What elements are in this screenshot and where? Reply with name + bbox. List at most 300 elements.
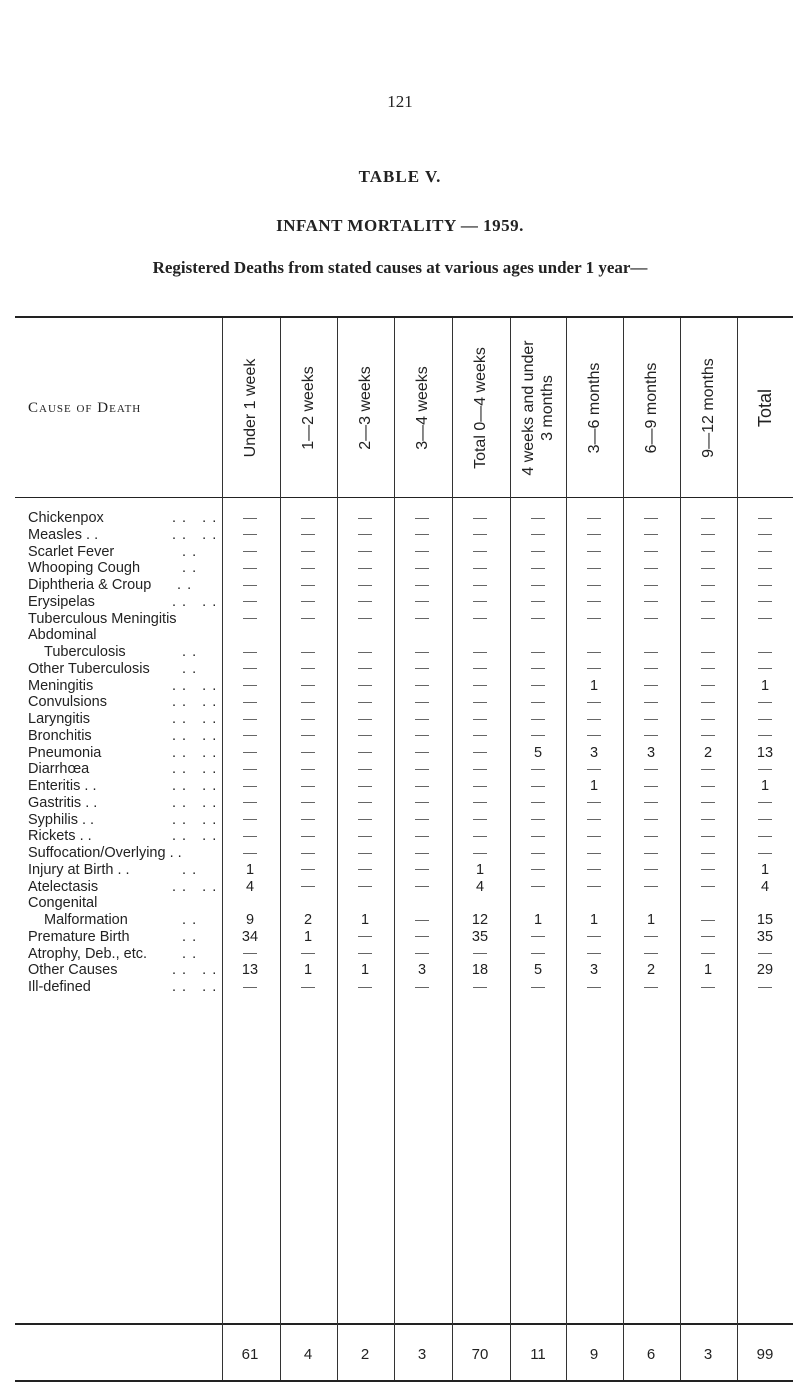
table-cell	[452, 845, 508, 861]
table-cell: 5	[533, 962, 543, 979]
table-cell	[623, 795, 679, 811]
table-cell	[222, 527, 278, 543]
table-cell	[452, 594, 508, 610]
table-cell	[452, 510, 508, 526]
column-header	[413, 323, 433, 493]
table-cell	[280, 879, 336, 895]
table-cell	[280, 979, 336, 995]
table-cell: 4	[760, 878, 770, 895]
table-cell: 1	[475, 861, 485, 878]
table-cell	[222, 778, 278, 794]
column-header-text: 2—3 weeks	[356, 366, 374, 450]
cause-label: Atelectasis	[28, 878, 99, 895]
empty-dash	[301, 819, 315, 820]
table-cell	[510, 795, 566, 811]
total-cell: 11	[530, 1346, 546, 1363]
table-cell	[280, 510, 336, 526]
table-cell: 1	[760, 778, 770, 794]
table-cell	[280, 812, 336, 828]
empty-dash	[701, 953, 715, 954]
table-cell: 1	[303, 962, 313, 979]
table-cell	[623, 544, 679, 560]
table-cell	[566, 544, 622, 560]
table-cell	[394, 795, 450, 811]
empty-dash	[243, 987, 257, 988]
cause-label: Suffocation/Overlying . .	[28, 845, 182, 861]
empty-dash	[243, 953, 257, 954]
empty-dash	[243, 719, 257, 720]
empty-dash	[758, 769, 772, 770]
leader-dots: . .	[172, 861, 198, 878]
table-cell	[510, 812, 566, 828]
empty-dash	[358, 802, 372, 803]
table-cell	[337, 527, 393, 543]
empty-dash	[644, 719, 658, 720]
empty-dash	[531, 685, 545, 686]
table-cell	[280, 862, 336, 878]
table-cell: 1	[360, 912, 370, 928]
table-row	[0, 611, 800, 627]
table-cell	[452, 812, 508, 828]
empty-dash	[644, 936, 658, 937]
empty-dash	[531, 936, 545, 937]
empty-dash	[243, 601, 257, 602]
table-cell	[510, 560, 566, 576]
empty-dash	[701, 618, 715, 619]
table-cell	[680, 828, 736, 844]
cause-label: Meningitis	[28, 677, 94, 694]
table-cell	[452, 577, 508, 593]
table-cell	[680, 544, 736, 560]
table-label: TABLE V.	[358, 167, 442, 186]
table-cell	[566, 711, 622, 727]
empty-dash	[531, 702, 545, 703]
empty-dash	[531, 869, 545, 870]
table-cell: 2	[303, 912, 313, 928]
table-cell	[394, 694, 450, 710]
column-header	[585, 323, 605, 493]
empty-dash	[415, 819, 429, 820]
empty-dash	[301, 601, 315, 602]
cause-label: Diarrhœa	[28, 761, 90, 778]
leader-dots: . . . .	[172, 744, 218, 761]
table-cell	[452, 544, 508, 560]
table-cell: 1	[703, 962, 713, 979]
table-cell: 1	[303, 928, 313, 945]
leader-dots: . .	[172, 928, 198, 945]
empty-dash	[758, 518, 772, 519]
column-header-text: 1—2 weeks	[299, 366, 317, 450]
leader-dots: . . . .	[172, 526, 218, 543]
empty-dash	[701, 551, 715, 552]
page-number: 121	[387, 92, 413, 111]
cause-label: Measles . .	[28, 526, 99, 543]
table-cell	[510, 828, 566, 844]
table-cell	[337, 761, 393, 777]
empty-dash	[473, 551, 487, 552]
leader-dots: . .	[172, 660, 198, 677]
table-cell	[280, 711, 336, 727]
table-cell	[452, 711, 508, 727]
empty-dash	[473, 618, 487, 619]
empty-dash	[701, 601, 715, 602]
table-cell	[280, 745, 336, 761]
table-cell: 34	[241, 928, 259, 945]
table-cell	[337, 778, 393, 794]
empty-dash	[587, 719, 601, 720]
empty-dash	[644, 702, 658, 703]
leader-dots: . . . .	[172, 694, 218, 711]
empty-dash	[358, 518, 372, 519]
table-row	[0, 728, 800, 744]
column-header-text: 3—6 months	[585, 362, 603, 454]
table-row	[0, 929, 800, 945]
table-cell	[737, 979, 793, 995]
column-header	[699, 323, 719, 493]
empty-dash	[531, 819, 545, 820]
table-cell	[623, 644, 679, 660]
empty-dash	[473, 987, 487, 988]
table-cell	[623, 611, 679, 627]
table-cell	[394, 862, 450, 878]
table-cell	[337, 577, 393, 593]
empty-dash	[531, 802, 545, 803]
table-cell	[452, 745, 508, 761]
table-cell	[680, 795, 736, 811]
table-cell: 5	[533, 744, 543, 761]
column-header	[241, 323, 261, 493]
table-cell	[337, 728, 393, 744]
empty-dash	[701, 836, 715, 837]
table-cell	[737, 594, 793, 610]
empty-dash	[301, 518, 315, 519]
empty-dash	[301, 769, 315, 770]
table-cell: 1	[533, 912, 543, 928]
table-cell	[737, 795, 793, 811]
table-row	[0, 627, 800, 643]
empty-dash	[701, 585, 715, 586]
empty-dash	[531, 853, 545, 854]
table-cell	[680, 946, 736, 962]
leader-dots: . .	[172, 912, 198, 928]
table-cell	[337, 879, 393, 895]
table-cell	[452, 795, 508, 811]
table-row	[0, 795, 800, 811]
column-header-text: Total	[754, 388, 775, 428]
table-cell	[337, 929, 393, 945]
empty-dash	[644, 869, 658, 870]
empty-dash	[301, 668, 315, 669]
empty-dash	[358, 685, 372, 686]
leader-dots: . .	[172, 644, 198, 660]
table-cell	[680, 577, 736, 593]
empty-dash	[301, 987, 315, 988]
header-bottom-rule	[15, 497, 793, 498]
empty-dash	[473, 568, 487, 569]
empty-dash	[644, 585, 658, 586]
empty-dash	[644, 652, 658, 653]
empty-dash	[301, 869, 315, 870]
table-cell	[280, 560, 336, 576]
empty-dash	[473, 752, 487, 753]
table-cell	[394, 761, 450, 777]
column-header-text: 4 weeks and under	[519, 340, 537, 476]
table-cell	[566, 812, 622, 828]
cause-of-death-heading: Cause of Death	[28, 400, 142, 416]
empty-dash	[587, 702, 601, 703]
table-cell	[337, 812, 393, 828]
leader-dots: . .	[172, 945, 198, 962]
table-cell	[222, 560, 278, 576]
empty-dash	[301, 786, 315, 787]
empty-dash	[758, 853, 772, 854]
table-cell	[394, 678, 450, 694]
table-row	[0, 678, 800, 694]
table-cell	[566, 560, 622, 576]
table-cell	[623, 661, 679, 677]
empty-dash	[644, 618, 658, 619]
empty-dash	[415, 719, 429, 720]
cause-label: Scarlet Fever	[28, 543, 115, 560]
table-cell	[623, 862, 679, 878]
table-cell	[394, 594, 450, 610]
empty-dash	[415, 786, 429, 787]
column-header	[756, 323, 776, 493]
empty-dash	[644, 735, 658, 736]
cause-label: Injury at Birth . .	[28, 861, 130, 878]
empty-dash	[301, 652, 315, 653]
table-cell	[623, 761, 679, 777]
empty-dash	[587, 836, 601, 837]
empty-dash	[531, 786, 545, 787]
empty-dash	[701, 652, 715, 653]
table-cell	[394, 711, 450, 727]
table-row	[0, 510, 800, 526]
empty-dash	[758, 652, 772, 653]
cause-label: Chickenpox	[28, 510, 104, 526]
table-cell: 3	[417, 962, 427, 979]
empty-dash	[701, 920, 715, 921]
table-cell	[280, 527, 336, 543]
table-cell	[394, 745, 450, 761]
empty-dash	[301, 534, 315, 535]
table-cell	[394, 560, 450, 576]
empty-dash	[358, 819, 372, 820]
empty-dash	[758, 987, 772, 988]
table-cell	[623, 711, 679, 727]
table-cell: 1	[646, 912, 656, 928]
table-cell: 1	[589, 677, 599, 694]
column-header-text: 3—4 weeks	[413, 366, 431, 450]
empty-dash	[358, 953, 372, 954]
cause-label: Rickets . .	[28, 828, 92, 845]
table-cell	[737, 644, 793, 660]
table-cell: 1	[589, 912, 599, 928]
table-cell	[452, 678, 508, 694]
table-cell	[394, 661, 450, 677]
empty-dash	[473, 786, 487, 787]
table-cell	[452, 828, 508, 844]
table-cell	[680, 611, 736, 627]
empty-dash	[243, 668, 257, 669]
column-header-text: Total 0—4 weeks	[471, 347, 489, 469]
table-row	[0, 594, 800, 610]
empty-dash	[701, 886, 715, 887]
empty-dash	[531, 987, 545, 988]
table-row	[0, 946, 800, 962]
empty-dash	[473, 585, 487, 586]
table-cell	[337, 678, 393, 694]
table-subtitle: Registered Deaths from stated causes at various ages under 1 year—	[152, 258, 648, 277]
table-row	[0, 711, 800, 727]
cause-label: Abdominal	[28, 627, 97, 644]
empty-dash	[531, 769, 545, 770]
table-cell	[566, 862, 622, 878]
empty-dash	[644, 836, 658, 837]
cause-label: Enteritis . .	[28, 778, 97, 794]
empty-dash	[644, 568, 658, 569]
empty-dash	[587, 869, 601, 870]
empty-dash	[758, 601, 772, 602]
empty-dash	[301, 886, 315, 887]
table-cell	[222, 761, 278, 777]
table-cell	[737, 828, 793, 844]
table-cell	[623, 979, 679, 995]
table-cell	[222, 694, 278, 710]
leader-dots: . . . .	[172, 811, 218, 828]
empty-dash	[415, 735, 429, 736]
empty-dash	[473, 819, 487, 820]
table-cell	[337, 711, 393, 727]
empty-dash	[531, 735, 545, 736]
empty-dash	[358, 769, 372, 770]
cause-label: Laryngitis	[28, 711, 91, 727]
empty-dash	[473, 534, 487, 535]
table-cell: 3	[589, 744, 599, 761]
empty-dash	[473, 685, 487, 686]
empty-dash	[587, 601, 601, 602]
leader-dots: . . . .	[172, 962, 218, 979]
table-cell	[623, 594, 679, 610]
table-cell: 13	[756, 744, 774, 761]
empty-dash	[758, 534, 772, 535]
table-cell	[394, 544, 450, 560]
table-cell	[394, 946, 450, 962]
table-cell	[280, 611, 336, 627]
empty-dash	[358, 668, 372, 669]
table-cell: 1	[360, 962, 370, 979]
cause-label: Atrophy, Deb., etc.	[28, 945, 148, 962]
empty-dash	[243, 652, 257, 653]
empty-dash	[415, 752, 429, 753]
empty-dash	[644, 668, 658, 669]
empty-dash	[587, 668, 601, 669]
table-cell	[452, 778, 508, 794]
cause-label: Other Tuberculosis	[28, 660, 150, 677]
empty-dash	[587, 769, 601, 770]
table-cell	[337, 510, 393, 526]
table-cell	[623, 778, 679, 794]
table-row	[0, 962, 800, 978]
table-cell	[566, 728, 622, 744]
empty-dash	[701, 802, 715, 803]
table-cell	[394, 879, 450, 895]
table-cell: 4	[475, 878, 485, 895]
table-cell	[337, 828, 393, 844]
table-cell	[566, 594, 622, 610]
table-cell	[680, 912, 736, 928]
table-cell	[222, 946, 278, 962]
table-cell: 1	[760, 861, 770, 878]
table-cell	[566, 828, 622, 844]
empty-dash	[644, 534, 658, 535]
table-cell	[222, 661, 278, 677]
leader-dots: . .	[172, 577, 193, 593]
empty-dash	[587, 585, 601, 586]
table-cell	[280, 694, 336, 710]
empty-dash	[644, 987, 658, 988]
empty-dash	[243, 702, 257, 703]
table-cell	[510, 527, 566, 543]
column-header	[299, 323, 319, 493]
table-cell	[510, 862, 566, 878]
table-cell	[623, 510, 679, 526]
empty-dash	[644, 601, 658, 602]
table-cell	[680, 694, 736, 710]
table-cell	[222, 795, 278, 811]
leader-dots: . . . .	[172, 727, 218, 744]
table-cell: 29	[756, 962, 774, 979]
cause-label: Convulsions	[28, 694, 107, 711]
table-cell	[280, 946, 336, 962]
empty-dash	[243, 618, 257, 619]
empty-dash	[358, 534, 372, 535]
cause-label: Whooping Cough	[28, 560, 141, 577]
table-cell	[510, 594, 566, 610]
table-cell	[680, 661, 736, 677]
empty-dash	[301, 802, 315, 803]
table-cell	[222, 544, 278, 560]
empty-dash	[587, 735, 601, 736]
empty-dash	[358, 735, 372, 736]
empty-dash	[301, 551, 315, 552]
table-cell	[680, 761, 736, 777]
empty-dash	[531, 953, 545, 954]
table-cell	[680, 560, 736, 576]
table-row	[0, 644, 800, 660]
empty-dash	[301, 836, 315, 837]
empty-dash	[358, 936, 372, 937]
empty-dash	[358, 551, 372, 552]
column-header-text: Under 1 week	[241, 358, 259, 458]
empty-dash	[358, 719, 372, 720]
empty-dash	[358, 585, 372, 586]
table-cell	[452, 979, 508, 995]
table-cell	[394, 845, 450, 861]
empty-dash	[531, 568, 545, 569]
table-cell	[510, 929, 566, 945]
table-cell	[394, 979, 450, 995]
empty-dash	[415, 802, 429, 803]
table-cell	[737, 812, 793, 828]
table-cell	[394, 812, 450, 828]
empty-dash	[473, 668, 487, 669]
table-cell: 4	[245, 878, 255, 895]
table-cell	[680, 510, 736, 526]
column-header	[471, 323, 491, 493]
table-title: INFANT MORTALITY — 1959.	[276, 216, 524, 235]
table-cell	[737, 845, 793, 861]
